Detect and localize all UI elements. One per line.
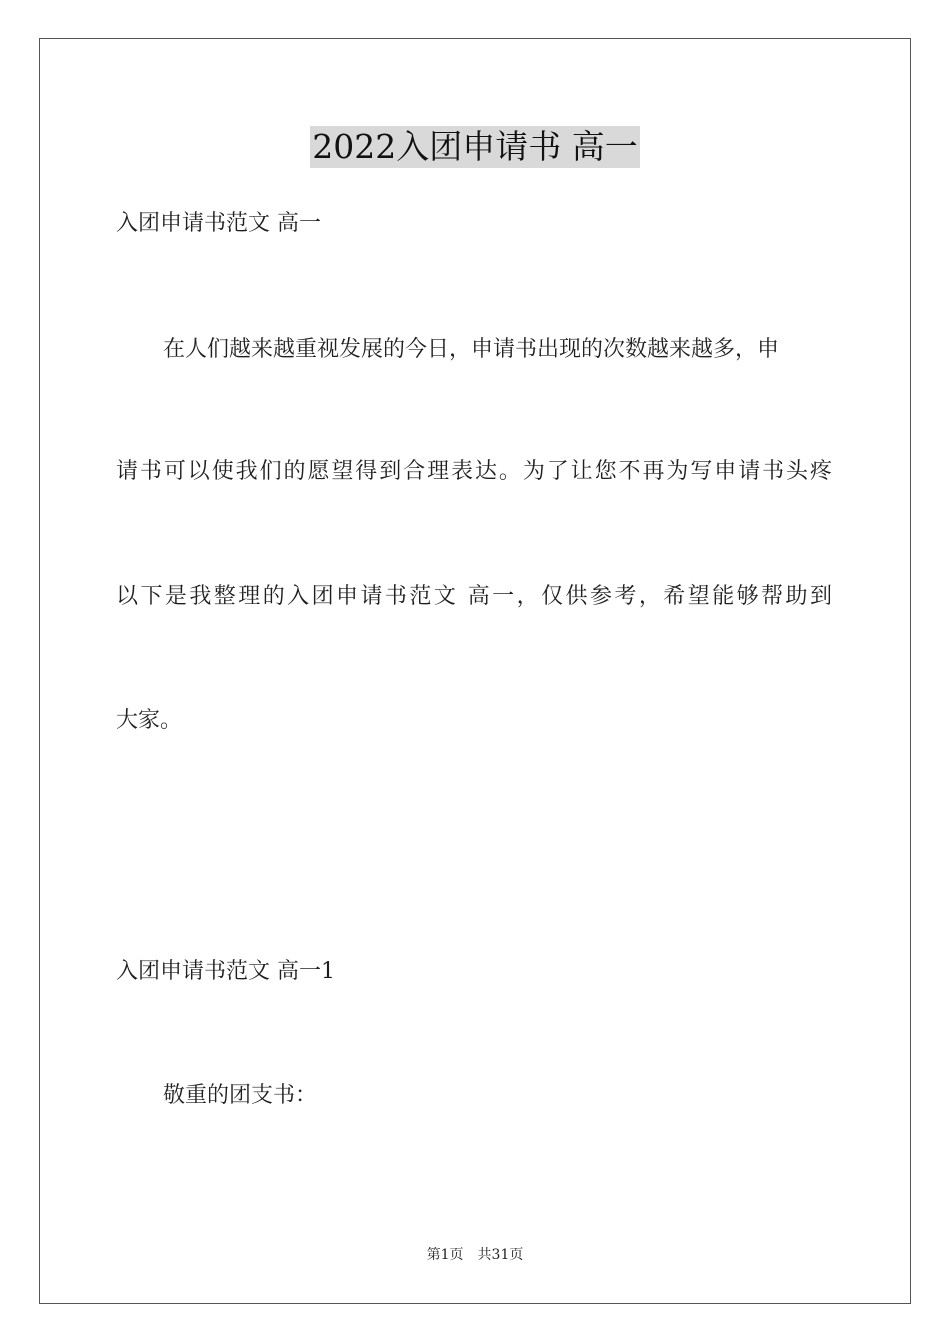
document-subtitle: 入团申请书范文 高一 bbox=[116, 211, 321, 236]
intro-line-1: 在人们越来越重视发展的今日，申请书出现的次数越来越多，申 bbox=[163, 337, 780, 362]
section-heading: 入团申请书范文 高一1 bbox=[116, 959, 335, 984]
intro-line-2: 请书可以使我们的愿望得到合理表达。为了让您不再为写申请书头疼 bbox=[116, 459, 832, 484]
page-number: 第1页 bbox=[426, 1247, 464, 1263]
intro-line-4: 大家。 bbox=[116, 708, 183, 733]
page-footer bbox=[0, 1245, 950, 1265]
document-title: 2022入团申请书 高一 bbox=[312, 127, 638, 166]
page-total: 共31页 bbox=[477, 1247, 524, 1263]
intro-line-3: 以下是我整理的入团申请书范文 高一，仅供参考，希望能够帮助到 bbox=[116, 584, 832, 609]
salutation: 敬重的团支书： bbox=[163, 1083, 318, 1108]
title-container bbox=[0, 126, 950, 168]
